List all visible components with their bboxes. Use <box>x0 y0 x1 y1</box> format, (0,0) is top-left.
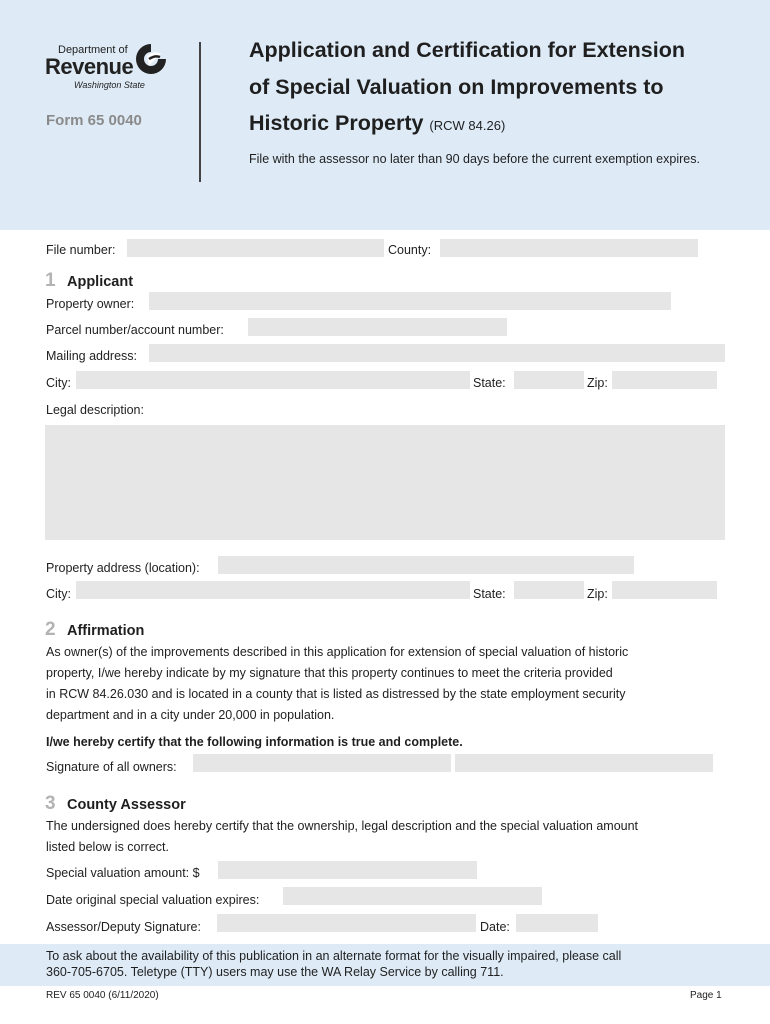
zip-field[interactable] <box>612 371 717 389</box>
title-rcw: (RCW 84.26) <box>429 118 506 133</box>
title-line-1: Application and Certification for Extension <box>249 38 686 62</box>
accessibility-notice <box>46 948 746 980</box>
owner-signature-label: Signature of all owners: <box>46 760 177 774</box>
property-owner-field[interactable] <box>149 292 671 310</box>
zip-label: Zip: <box>587 376 608 390</box>
city-2-label: City: <box>46 587 71 601</box>
legal-description-label: Legal description: <box>46 403 144 417</box>
page-subtitle: File with the assessor no later than 90 days before the current exemption expires. <box>249 152 700 166</box>
property-address-label: Property address (location): <box>46 561 200 575</box>
affirmation-line-1: As owner(s) of the improvements described in this application for extension of special valuation of historic <box>46 645 629 659</box>
parcel-number-label: Parcel number/account number: <box>46 323 224 337</box>
affirmation-line-3: in RCW 84.26.030 and is located in a county that is listed as distressed by the state employment security <box>46 687 626 701</box>
county-label: County: <box>388 243 432 257</box>
assessor-signature-field[interactable] <box>217 914 476 932</box>
date-expires-field[interactable] <box>283 887 542 905</box>
form-number: Form 65 0040 <box>46 112 142 129</box>
property-owner-label: Property owner: <box>46 297 135 311</box>
mailing-address-label: Mailing address: <box>46 349 138 363</box>
city-field[interactable] <box>76 371 470 389</box>
header-divider <box>199 42 201 182</box>
assessor-signature-label: Assessor/Deputy Signature: <box>46 920 201 934</box>
owner-signature-field-2[interactable] <box>455 754 713 772</box>
city-2-field[interactable] <box>76 581 470 599</box>
accessibility-line-2: 360-705-6705. Teletype (TTY) users may use the WA Relay Service by calling 711. <box>46 965 504 979</box>
state-2-label: State: <box>473 587 506 601</box>
affirmation-line-2: property, I/we hereby indicate by my signature that this property continues to meet the criteria provided <box>46 666 613 680</box>
assessor-date-field[interactable] <box>516 914 598 932</box>
logo-state-text: Washington State <box>74 80 145 90</box>
parcel-number-field[interactable] <box>248 318 507 336</box>
owner-signature-field-1[interactable] <box>193 754 451 772</box>
county-field[interactable] <box>440 239 698 257</box>
file-number-label: File number: <box>46 243 116 257</box>
assessor-line-1: The undersigned does hereby certify that the ownership, legal description and the special valuation amount <box>46 819 639 833</box>
date-expires-label: Date original special valuation expires: <box>46 893 260 907</box>
affirmation-paragraph <box>46 642 746 726</box>
title-line-2: of Special Valuation on Improvements to <box>249 74 664 99</box>
zip-2-field[interactable] <box>612 581 717 599</box>
zip-2-label: Zip: <box>587 587 608 601</box>
file-number-field[interactable] <box>127 239 384 257</box>
special-valuation-amount-field[interactable] <box>218 861 477 879</box>
page-title <box>249 32 749 145</box>
legal-description-field[interactable] <box>45 425 725 540</box>
section-3-title: County Assessor <box>67 797 186 813</box>
assessor-line-2: listed below is correct. <box>46 840 169 854</box>
affirmation-line-4: department and in a city under 20,000 in population. <box>46 708 335 722</box>
title-line-3 <box>249 105 749 145</box>
assessor-date-label: Date: <box>480 920 510 934</box>
section-3-number: 3 <box>45 793 56 814</box>
revenue-logo-icon <box>134 42 168 76</box>
section-1-title: Applicant <box>67 274 134 290</box>
section-1-number: 1 <box>45 270 56 291</box>
page-number: Page 1 <box>690 990 722 1001</box>
state-field[interactable] <box>514 371 584 389</box>
state-label: State: <box>473 376 506 390</box>
revision-code: REV 65 0040 (6/11/2020) <box>46 990 159 1001</box>
city-label: City: <box>46 376 71 390</box>
accessibility-line-1: To ask about the availability of this publication in an alternate format for the visually impaired, please call <box>46 949 622 963</box>
logo-revenue-text: Revenue <box>45 54 134 79</box>
property-address-field[interactable] <box>218 556 634 574</box>
title-line-3-text: Historic Property <box>249 111 424 135</box>
logo-department-text: Department of <box>58 44 128 56</box>
section-2-number: 2 <box>45 619 56 640</box>
special-valuation-amount-label: Special valuation amount: $ <box>46 866 200 880</box>
mailing-address-field[interactable] <box>149 344 725 362</box>
assessor-paragraph <box>46 816 746 858</box>
section-2-title: Affirmation <box>67 623 145 639</box>
certify-statement: I/we hereby certify that the following information is true and complete. <box>46 735 463 749</box>
state-2-field[interactable] <box>514 581 584 599</box>
